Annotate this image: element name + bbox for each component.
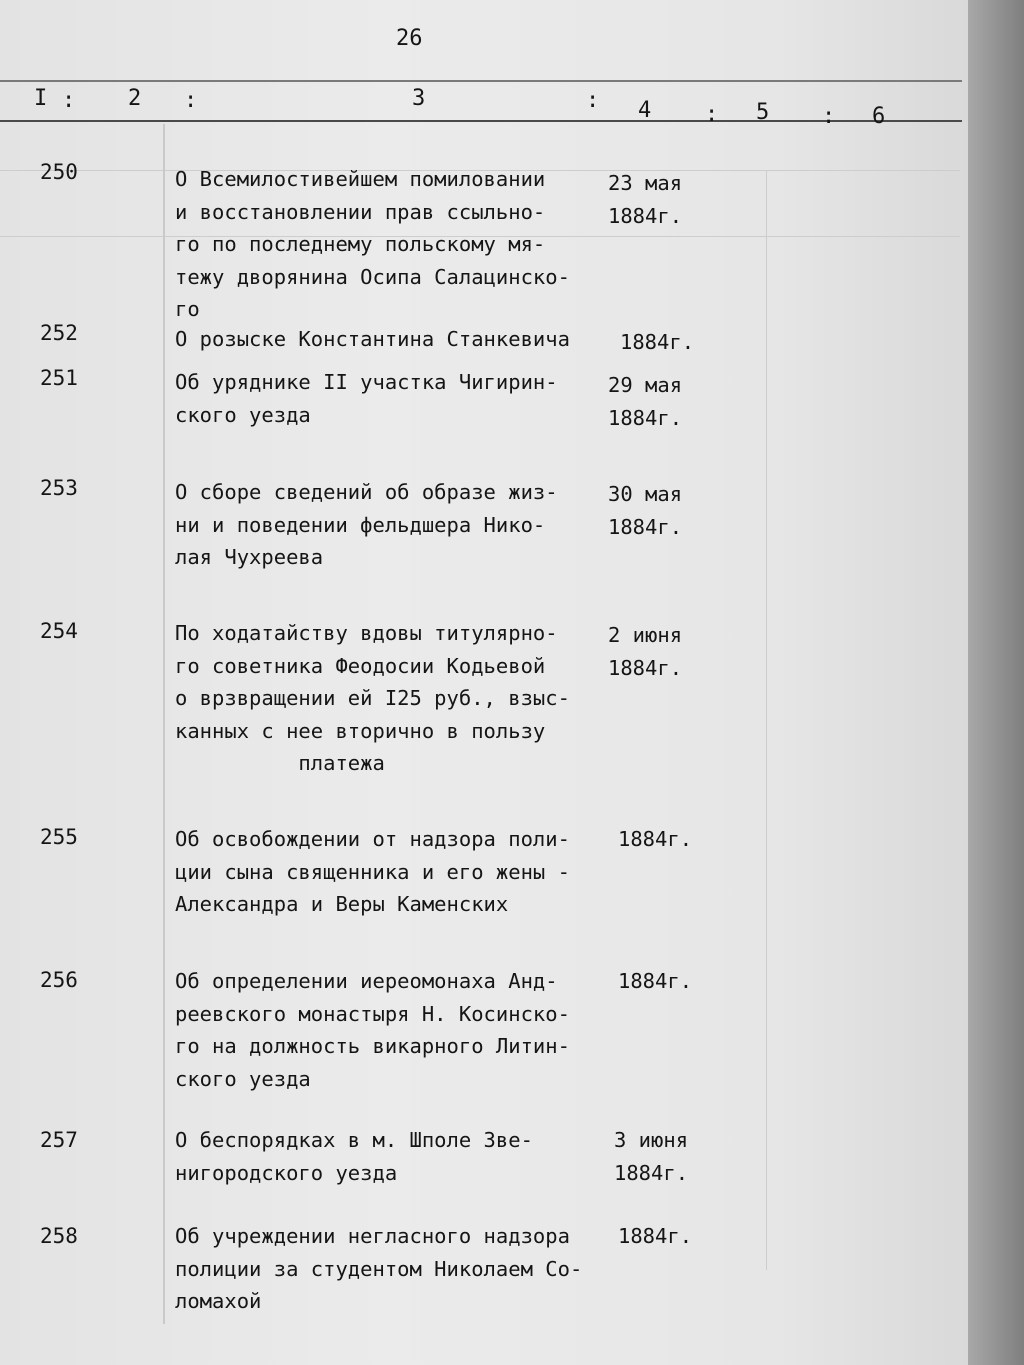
entry-title: Об учреждении негласного надзора полиции за студентом Николаем Со- ломахой: [175, 1224, 583, 1314]
entry-date: 1884г.: [618, 827, 693, 851]
entry-date: 23 мая 1884г.: [608, 171, 683, 228]
header-bottom-rule: [0, 120, 962, 122]
entry-number: 251: [40, 366, 78, 390]
entry-date: 29 мая 1884г.: [608, 373, 683, 430]
entry-number: 256: [40, 968, 78, 992]
entry-date: 1884г.: [618, 1224, 693, 1248]
entry-number: 254: [40, 619, 78, 643]
column-header-1: I: [34, 86, 48, 111]
entry-date: 30 мая 1884г.: [608, 482, 683, 539]
entry-date: 1884г.: [618, 969, 693, 993]
entry-number: 258: [40, 1224, 78, 1248]
page-number: 26: [396, 26, 423, 51]
entry-date: 1884г.: [620, 330, 695, 354]
column-header-2: 2: [128, 86, 142, 111]
bleed-through-column-line: [766, 170, 767, 1270]
adjacent-page-edge: [968, 0, 1024, 1365]
column-separator: :: [184, 88, 198, 113]
header-top-rule: [0, 80, 962, 82]
entry-title: О Всемилостивейшем помиловании и восстановлении прав ссыльно- го по последнему польскому мя- тежу дворянина Осипа Салацинско- го: [175, 167, 570, 322]
column-header-3: 3: [412, 86, 426, 111]
entry-title: О розыске Константина Станкевича: [175, 327, 570, 351]
entry-title: О сборе сведений об образе жиз- ни и поведении фельдшера Нико- лая Чухреева: [175, 480, 558, 570]
entry-number: 257: [40, 1128, 78, 1152]
column-separator: :: [705, 102, 719, 127]
entry-number: 255: [40, 825, 78, 849]
entry-number: 253: [40, 476, 78, 500]
entry-number: 250: [40, 160, 78, 184]
entry-title: По ходатайству вдовы титулярно- го советника Феодосии Кодьевой о врзвращении ей I25 руб., взыс- канных с нее вторично в пользу платежа: [175, 621, 570, 776]
entry-title: Об определении иереомонаха Анд- реевского монастыря Н. Косинско- го на должность викарного Литин- ского уезда: [175, 969, 570, 1091]
entry-date: 3 июня 1884г.: [614, 1128, 689, 1185]
column-separator: :: [822, 104, 836, 129]
column-guide-line: [163, 124, 165, 1324]
column-header-6: 6: [872, 104, 886, 129]
entry-number: 252: [40, 321, 78, 345]
column-separator: :: [62, 88, 76, 113]
entry-title: Об уряднике II участка Чигирин- ского уезда: [175, 370, 558, 427]
entry-title: Об освобождении от надзора поли- ции сына священника и его жены - Александра и Веры Каменских: [175, 827, 570, 917]
column-header-4: 4: [638, 98, 652, 123]
entry-title: О беспорядках в м. Шполе Зве- нигородского уезда: [175, 1128, 533, 1185]
entry-date: 2 июня 1884г.: [608, 623, 683, 680]
column-header-5: 5: [756, 100, 770, 125]
column-separator: :: [586, 88, 600, 113]
